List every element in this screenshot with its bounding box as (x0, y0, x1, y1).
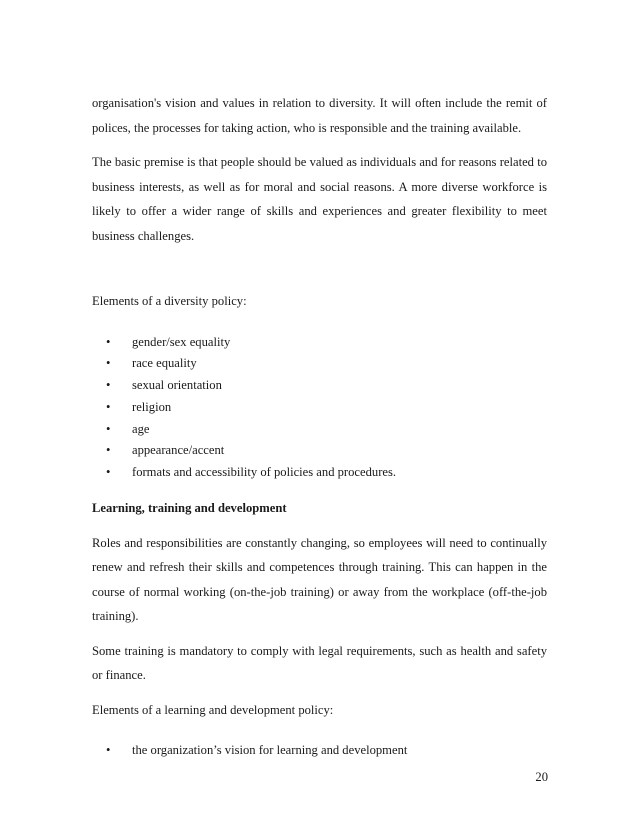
bullet-icon: • (106, 465, 111, 480)
list-item-text: appearance/accent (132, 443, 225, 458)
diversity-policy-list (92, 332, 547, 485)
list-item-text: formats and accessibility of policies and procedures. (132, 465, 397, 480)
bullet-icon: • (106, 356, 111, 371)
bullet-icon: • (106, 443, 111, 458)
list-item (106, 440, 547, 462)
list-item (106, 397, 547, 419)
list-item-text: the organization’s vision for learning and development (132, 743, 408, 758)
list-item-text: race equality (132, 356, 197, 371)
list-item-text: gender/sex equality (132, 334, 231, 349)
paragraph-basic-premise: The basic premise is that people should be valued as individuals and for reasons related to business interests, as well as for moral and social reasons. A more diverse workforce is likely to offer a wider range of skills and experiences and greater flexibility to meet business challenges. (92, 155, 547, 243)
list-item (106, 332, 547, 354)
bullet-icon: • (106, 399, 111, 414)
list-item (106, 375, 547, 397)
paragraph-diversity-intro: organisation's vision and values in relation to diversity. It will often include the remit of polices, the processes for taking action, who is responsible and the training available. (92, 96, 547, 135)
section-heading-learning: Learning, training and development (92, 501, 287, 516)
list-item-text: sexual orientation (132, 378, 222, 393)
list-item (106, 740, 547, 762)
bullet-icon: • (106, 378, 111, 393)
list-item (106, 419, 547, 441)
page-number: 20 (535, 770, 548, 784)
paragraph-learning-elements-intro: Elements of a learning and development policy: (92, 702, 334, 717)
bullet-icon: • (106, 743, 111, 758)
list-item (106, 462, 547, 484)
list-item-text: religion (132, 399, 172, 414)
list-item (106, 353, 547, 375)
paragraph-mandatory-training: Some training is mandatory to comply with legal requirements, such as health and safety or finance. (92, 643, 547, 683)
bullet-icon: • (106, 421, 111, 436)
learning-policy-list (92, 740, 547, 762)
paragraph-diversity-elements-intro: Elements of a diversity policy: (92, 294, 247, 308)
page-content (92, 91, 547, 762)
paragraph-roles-responsibilities: Roles and responsibilities are constantly changing, so employees will need to continually renew and refresh their skills and competences through training. This can happen in the course of normal working (on-the-job training) or away from the workplace (off-the-job training). (92, 535, 547, 624)
list-item-text: age (132, 421, 150, 436)
bullet-icon: • (106, 334, 111, 349)
